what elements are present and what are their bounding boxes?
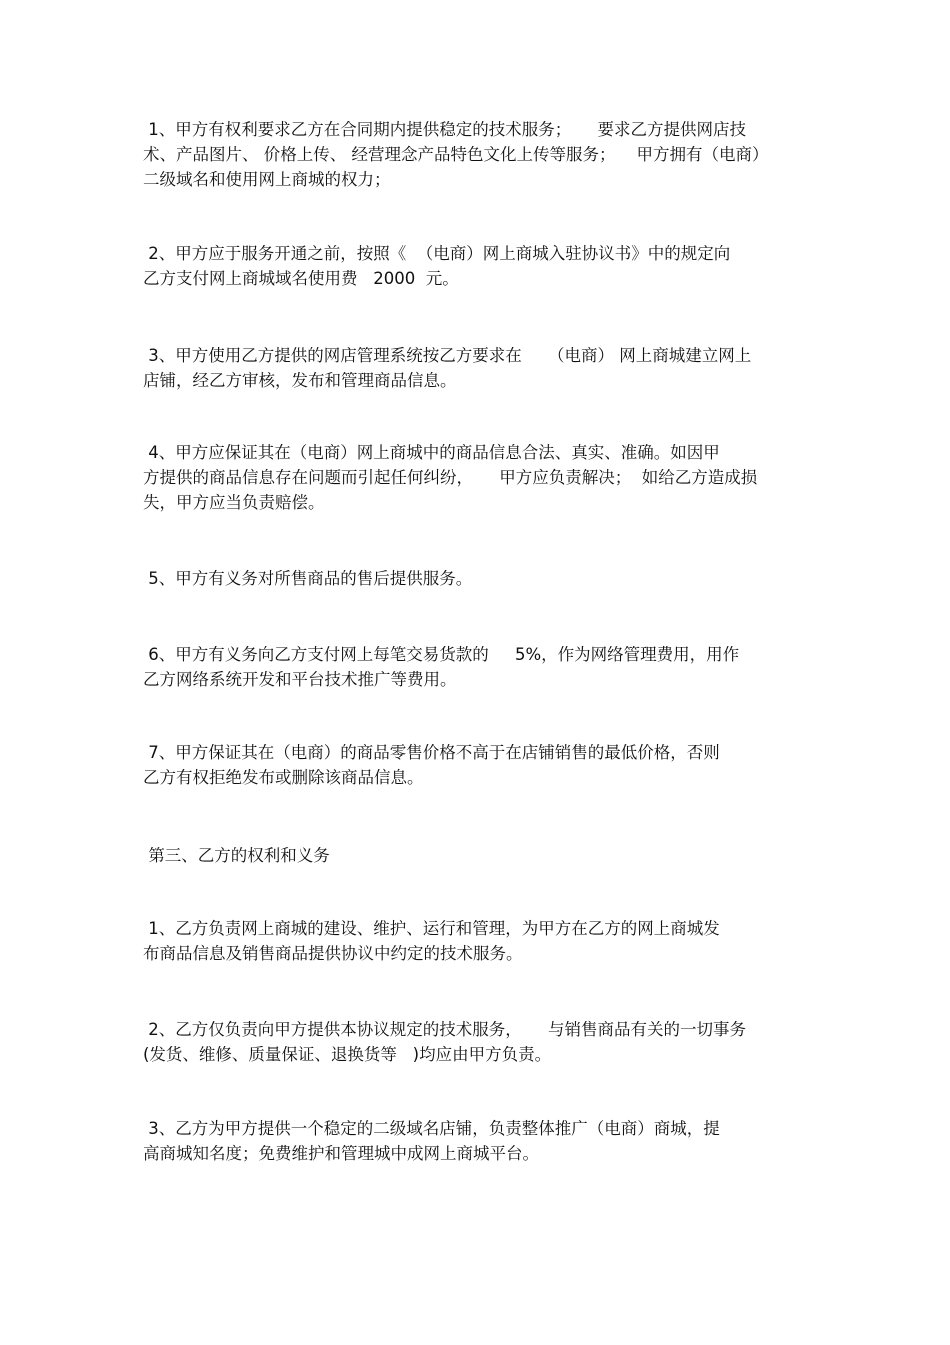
section-heading [143,843,813,868]
text-line: 5、甲方有义务对所售商品的售后提供服务。 [143,569,473,588]
text-line: 2、甲方应于服务开通之前，按照《 （电商）网上商城入驻协议书》中的规定向 [143,244,731,263]
text-line: 乙方支付网上商城域名使用费 2000 元。 [143,269,459,288]
text-line: 2、乙方仅负责向甲方提供本协议规定的技术服务， 与销售商品有关的一切事务 [143,1020,746,1039]
text-line: 6、甲方有义务向乙方支付网上每笔交易货款的 5%，作为网络管理费用，用作 [143,645,740,664]
text-line: 店铺，经乙方审核，发布和管理商品信息。 [143,371,457,390]
text-line: 1、乙方负责网上商城的建设、维护、运行和管理，为甲方在乙方的网上商城发 [143,919,720,938]
text-line: 1、甲方有权利要求乙方在合同期内提供稳定的技术服务； 要求乙方提供网店技 [143,120,746,139]
paragraph-clause-2 [143,241,813,291]
heading-line: 第三、乙方的权利和义务 [143,846,330,865]
paragraph-clause-5 [143,566,813,591]
text-line: 二级域名和使用网上商城的权力； [143,170,391,189]
paragraph-clause-1 [143,117,813,192]
paragraph-b-clause-3 [143,1116,813,1166]
paragraph-clause-6 [143,642,813,692]
paragraph-clause-7 [143,740,813,790]
paragraph-b-clause-2 [143,1017,813,1067]
text-line: 4、甲方应保证其在（电商）网上商城中的商品信息合法、真实、准确。如因甲 [143,443,720,462]
text-line: 3、甲方使用乙方提供的网店管理系统按乙方要求在 （电商） 网上商城建立网上 [143,346,752,365]
text-line: 方提供的商品信息存在问题而引起任何纠纷， 甲方应负责解决； 如给乙方造成损 [143,468,758,487]
text-line: 失，甲方应当负责赔偿。 [143,493,325,512]
paragraph-clause-4 [143,440,813,515]
text-line: 高商城知名度；免费维护和管理城中成网上商城平台。 [143,1144,539,1163]
paragraph-b-clause-1 [143,916,813,966]
text-line: 乙方网络系统开发和平台技术推广等费用。 [143,670,457,689]
text-line: 术、产品图片、 价格上传、 经营理念产品特色文化上传等服务； 甲方拥有（电商） [143,145,769,164]
text-line: 3、乙方为甲方提供一个稳定的二级域名店铺，负责整体推广（电商）商城，提 [143,1119,720,1138]
text-line: 乙方有权拒绝发布或删除该商品信息。 [143,768,424,787]
text-line: 布商品信息及销售商品提供协议中约定的技术服务。 [143,944,523,963]
text-line: 7、甲方保证其在（电商）的商品零售价格不高于在店铺销售的最低价格，否则 [143,743,720,762]
text-line: (发货、维修、质量保证、退换货等 )均应由甲方负责。 [143,1045,552,1064]
paragraph-clause-3 [143,343,813,393]
